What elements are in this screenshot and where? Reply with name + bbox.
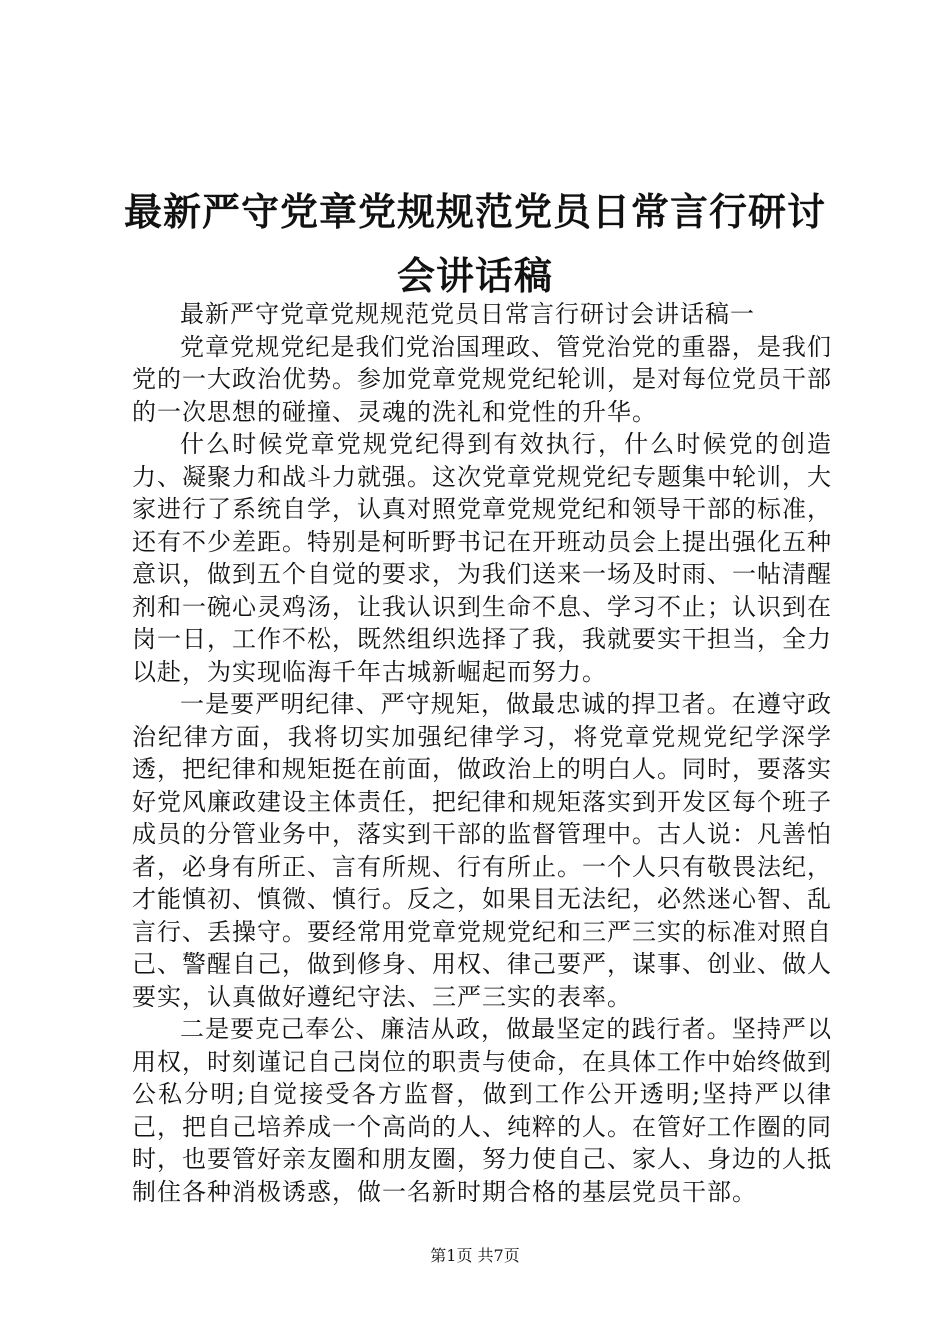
paragraph: 什么时候党章党规党纪得到有效执行，什么时候党的创造力、凝聚力和战斗力就强。这次党章党规党纪专题集中轮训，大家进行了系统自学，认真对照党章党规党纪和领导干部的标准，还有不少差距。特别是柯昕野书记在开班动员会上提出强化五种意识，做到五个自觉的要求，为我们送来一场及时雨、一帖清醒剂和一碗心灵鸡汤，让我认识到生命不息、学习不止；认识到在岗一日，工作不松，既然组织选择了我，我就要实干担当，全力以赴，为实现临海千年古城新崛起而努力。 — [132, 430, 832, 686]
document-title: 最新严守党章党规规范党员日常言行研讨会讲话稿 — [123, 189, 826, 298]
paragraph: 党章党规党纪是我们党治国理政、管党治党的重器，是我们党的一大政治优势。参加党章党规党纪轮训，是对每位党员干部的一次思想的碰撞、灵魂的洗礼和党性的升华。 — [132, 332, 832, 426]
paragraph: 一是要严明纪律、严守规矩，做最忠诚的捍卫者。在遵守政治纪律方面，我将切实加强纪律学习，将党章党规党纪学深学透，把纪律和规矩挺在前面，做政治上的明白人。同时，要落实好党风廉政建设主体责任，把纪律和规矩落实到开发区每个班子成员的分管业务中，落实到干部的监督管理中。古人说：凡善怕者，必身有所正、言有所规、行有所止。一个人只有敬畏法纪，才能慎初、慎微、慎行。反之，如果目无法纪，必然迷心智、乱言行、丢操守。要经常用党章党规党纪和三严三实的标准对照自己、警醒自己，做到修身、用权、律己要严，谋事、创业、做人要实，认真做好遵纪守法、三严三实的表率。 — [132, 690, 832, 1011]
paragraph-subtitle: 最新严守党章党规规范党员日常言行研讨会讲话稿一 — [180, 300, 755, 328]
page-footer: 第1页 共7页 — [430, 1246, 520, 1265]
document-body — [132, 298, 832, 1208]
paragraph: 二是要克己奉公、廉洁从政，做最坚定的践行者。坚持严以用权，时刻谨记自己岗位的职责与使命，在具体工作中始终做到公私分明;自觉接受各方监督，做到工作公开透明;坚持严以律己，把自己培养成一个高尚的人、纯粹的人。在管好工作圈的同时，也要管好亲友圈和朋友圈，努力使自己、家人、身边的人抵制住各种消极诱惑，做一名新时期合格的基层党员干部。 — [132, 1015, 832, 1206]
